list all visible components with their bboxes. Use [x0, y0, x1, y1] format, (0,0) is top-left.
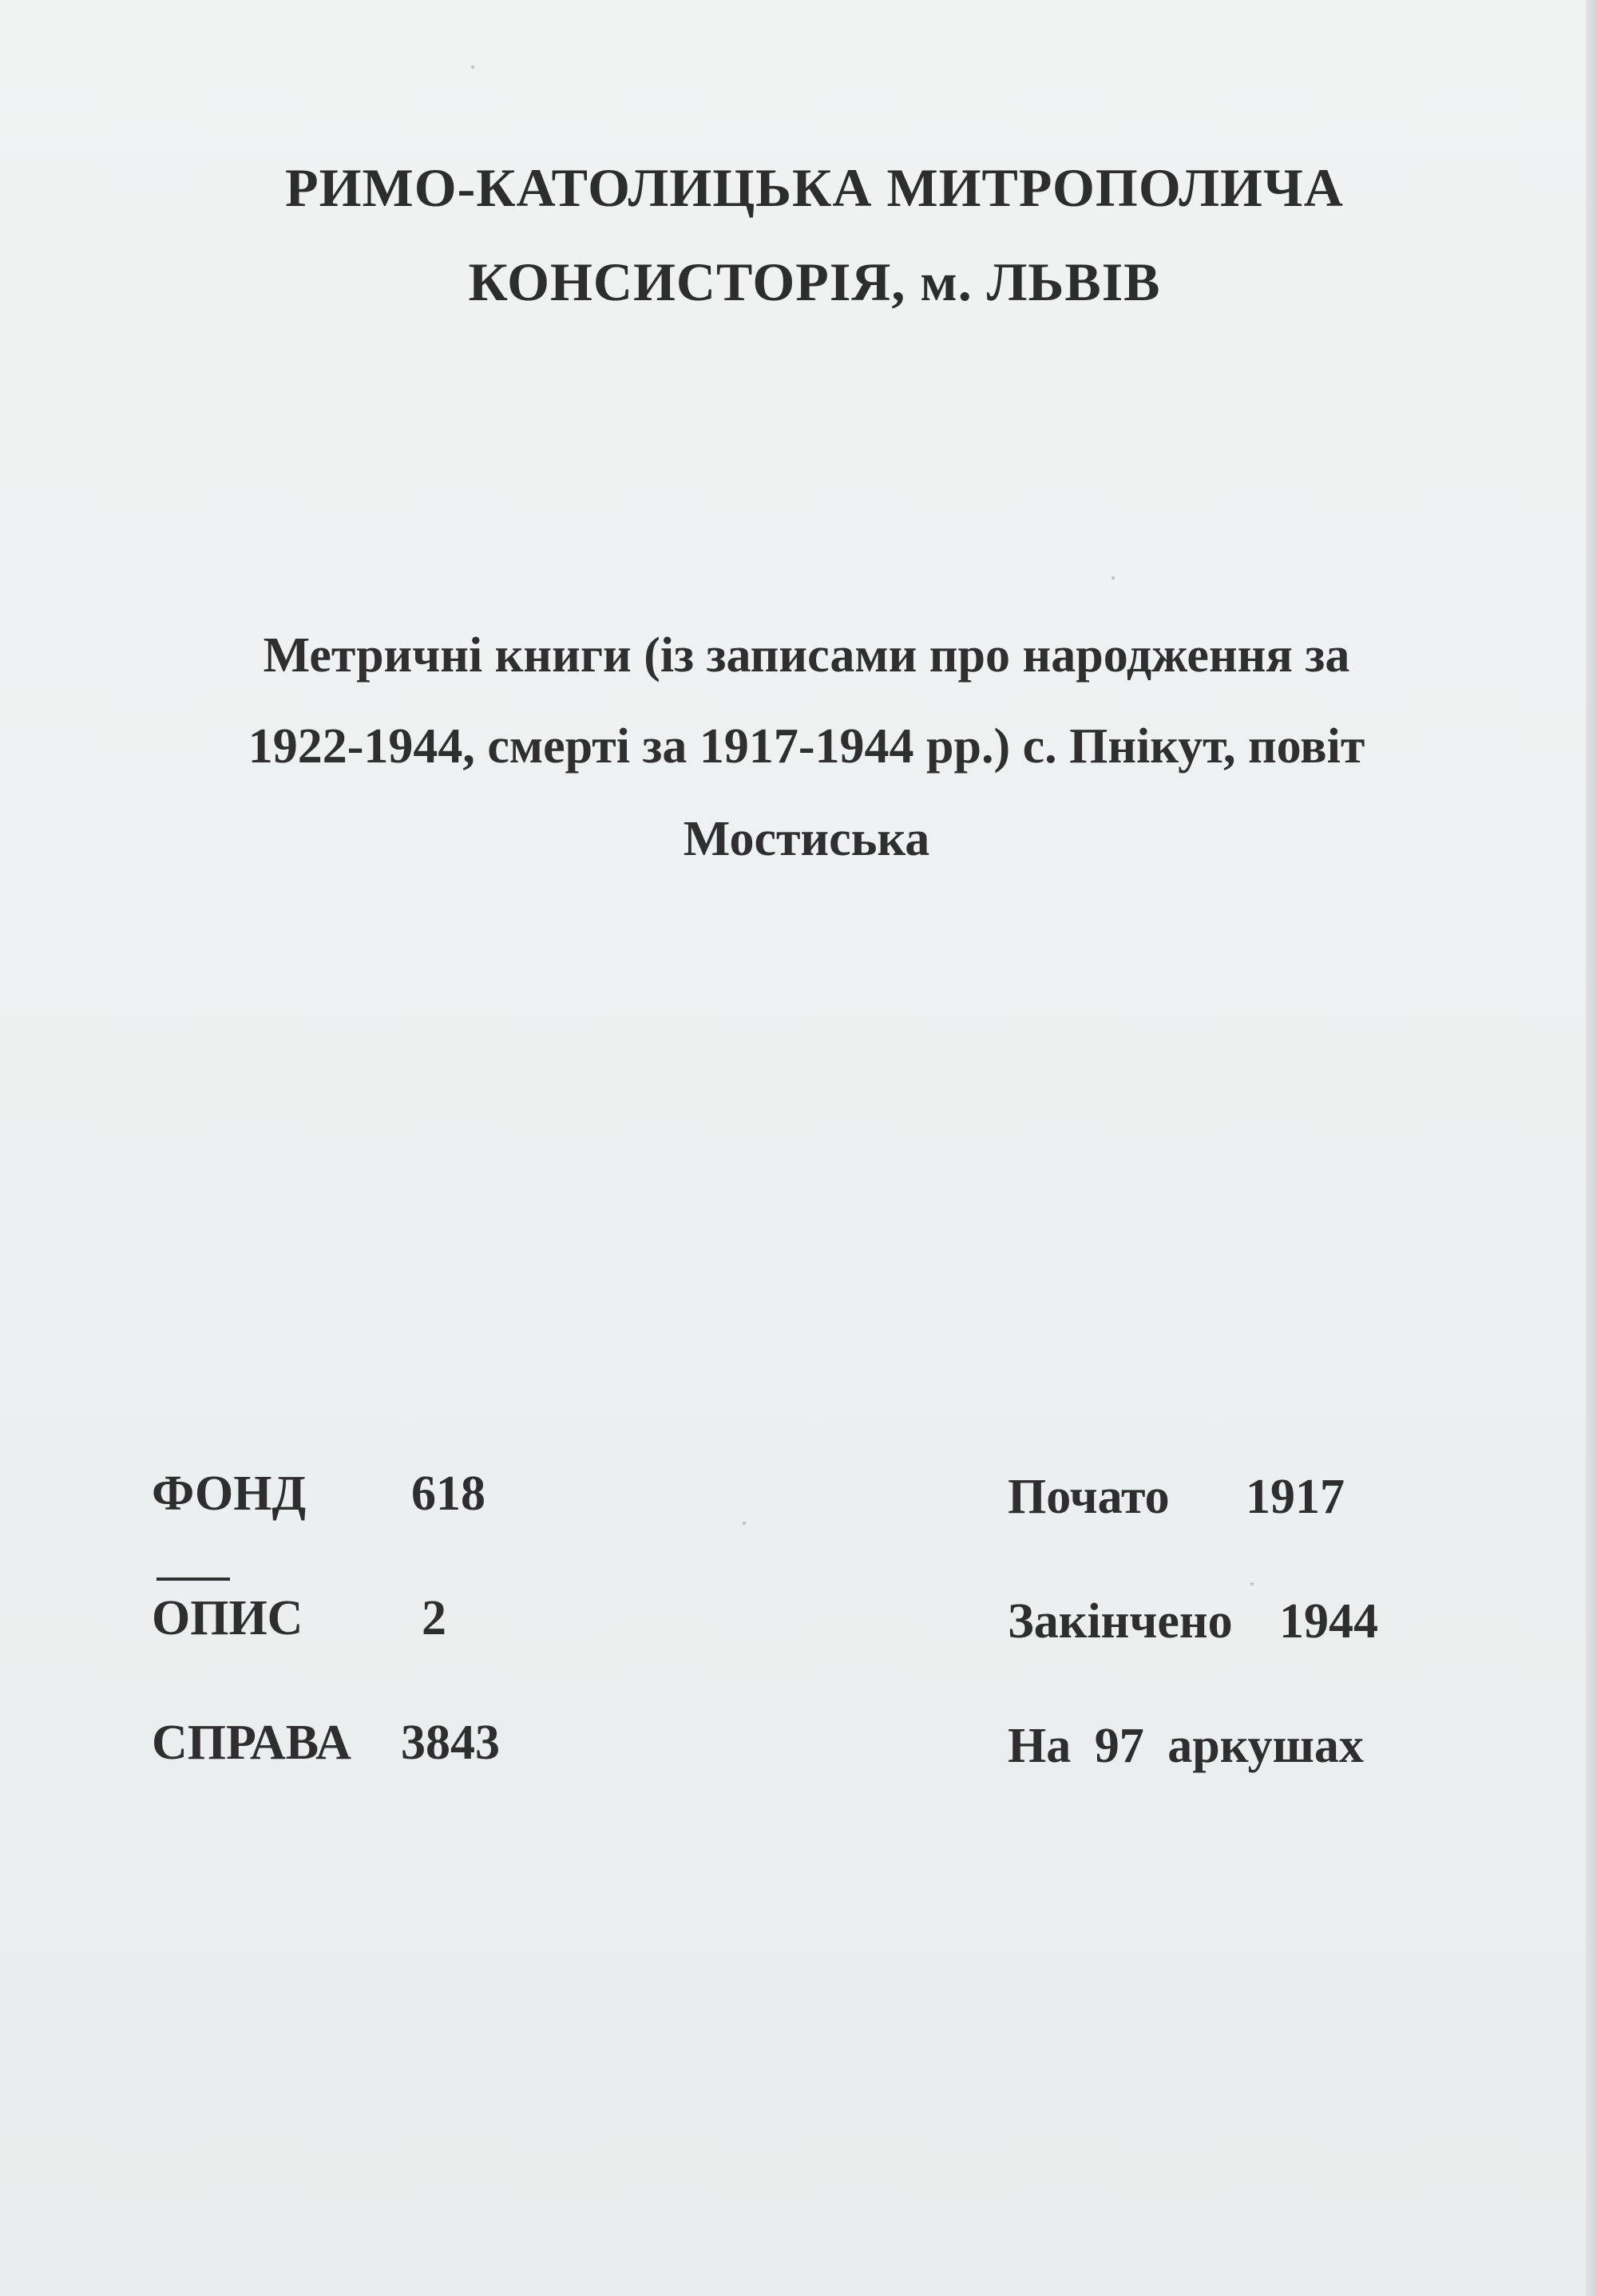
institution-title-line-2: КОНСИСТОРІЯ, м. ЛЬВІВ: [468, 251, 1161, 312]
start-date-label: Почато: [1008, 1470, 1170, 1524]
paper-speck: [1112, 576, 1115, 580]
description-line-1: Метричні книги (із записами про народження за: [263, 628, 1350, 683]
start-date-value: 1917: [1246, 1470, 1345, 1524]
paper-speck: [743, 1522, 746, 1525]
end-date-value: 1944: [1279, 1594, 1378, 1649]
paper-speck: [1250, 1582, 1254, 1585]
fond-value: 618: [411, 1467, 485, 1521]
description-line-3: Мостиська: [683, 812, 930, 866]
sprava-label: СПРАВА: [152, 1716, 351, 1770]
opys-overline-mark: [157, 1578, 230, 1581]
sprava-value: 3843: [401, 1716, 500, 1770]
institution-title-line-1: РИМО-КАТОЛИЦЬКА МИТРОПОЛИЧА: [285, 157, 1344, 218]
end-date-label: Закінчено: [1008, 1594, 1233, 1649]
opys-label: ОПИС: [152, 1591, 303, 1645]
opys-value: 2: [422, 1591, 446, 1645]
page-edge: [1586, 0, 1597, 2296]
description-line-2: 1922-1944, смерті за 1917-1944 рр.) с. Пнікут, повіт: [248, 719, 1365, 774]
sheet-count: На 97 аркушах: [1008, 1719, 1364, 1773]
paper-speck: [471, 65, 474, 69]
fond-label: ФОНД: [152, 1467, 307, 1521]
